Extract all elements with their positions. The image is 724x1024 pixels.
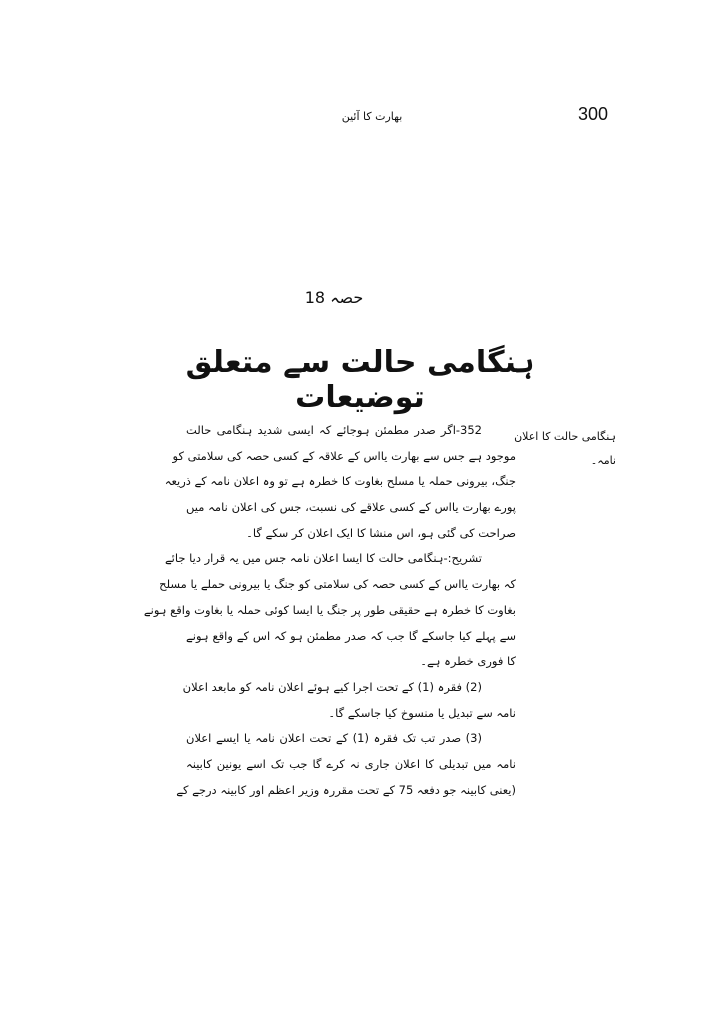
body-line: 352-اگر صدر مطمئن ہوجائے کہ ایسی شدید ہنگامی حالت (186, 423, 482, 437)
body-line: نامہ میں تبدیلی کا اعلان جاری نہ کرے گا جب تک اسے یونین کابینہ (186, 756, 516, 771)
body-line: تشریح:-ہنگامی حالت کا ایسا اعلان نامہ جس میں یہ قرار دیا جائے (164, 551, 482, 566)
body-line: کا فوری خطرہ ہے۔ (420, 654, 516, 669)
body-line: سے پہلے کیا جاسکے گا جب کہ صدر مطمئن ہو کہ اس کے واقع ہونے (186, 628, 516, 643)
page-number: 300 (578, 104, 609, 124)
body-line: بغاوت کا خطرہ ہے حقیقی طور پر جنگ یا ایسا کوئی حملہ یا بغاوت واقع ہونے (143, 602, 516, 617)
body-line: (یعنی کابینہ جو دفعہ 75 کے تحت مقررہ وزیر اعظم اور کابینہ درجے کے (176, 782, 516, 797)
body-line: صراحت کی گئی ہو، اس منشا کا ایک اعلان کر سکے گا۔ (246, 525, 516, 540)
body-line: نامہ سے تبدیل یا منسوخ کیا جاسکے گا۔ (328, 705, 516, 720)
body-line: (3) صدر تب تک فقرہ (1) کے تحت اعلان نامہ یا ایسے اعلان (186, 731, 482, 746)
margin-note-line: نامہ۔ (590, 454, 616, 467)
part-label: حصہ 18 (304, 288, 364, 307)
margin-note (512, 425, 616, 473)
body-line: کہ بھارت یااس کے کسی حصہ کی سلامتی کو جنگ یا بیرونی حملے یا مسلح (159, 577, 516, 592)
body-line: پورے بھارت یااس کے کسی علاقے کی نسبت، جس کی اعلان نامہ میں (186, 500, 516, 515)
margin-note-line: ہنگامی حالت کا اعلان (514, 430, 616, 443)
chapter-title: ہنگامی حالت سے متعلق توضیعات (185, 345, 535, 415)
article-body (143, 418, 516, 803)
body-line: جنگ، بیرونی حملہ یا مسلح بغاوت کا خطرہ ہے تو وہ اعلان نامہ کے ذریعہ (164, 474, 516, 489)
body-line: (2) فقرہ (1) کے تحت اجرا کیے ہوئے اعلان نامہ کو مابعد اعلان (182, 679, 482, 694)
body-line: موجود ہے جس سے بھارت یااس کے علاقہ کے کسی حصہ کی سلامتی کو (172, 448, 516, 463)
running-header-title: بھارت کا آئین (341, 110, 403, 123)
